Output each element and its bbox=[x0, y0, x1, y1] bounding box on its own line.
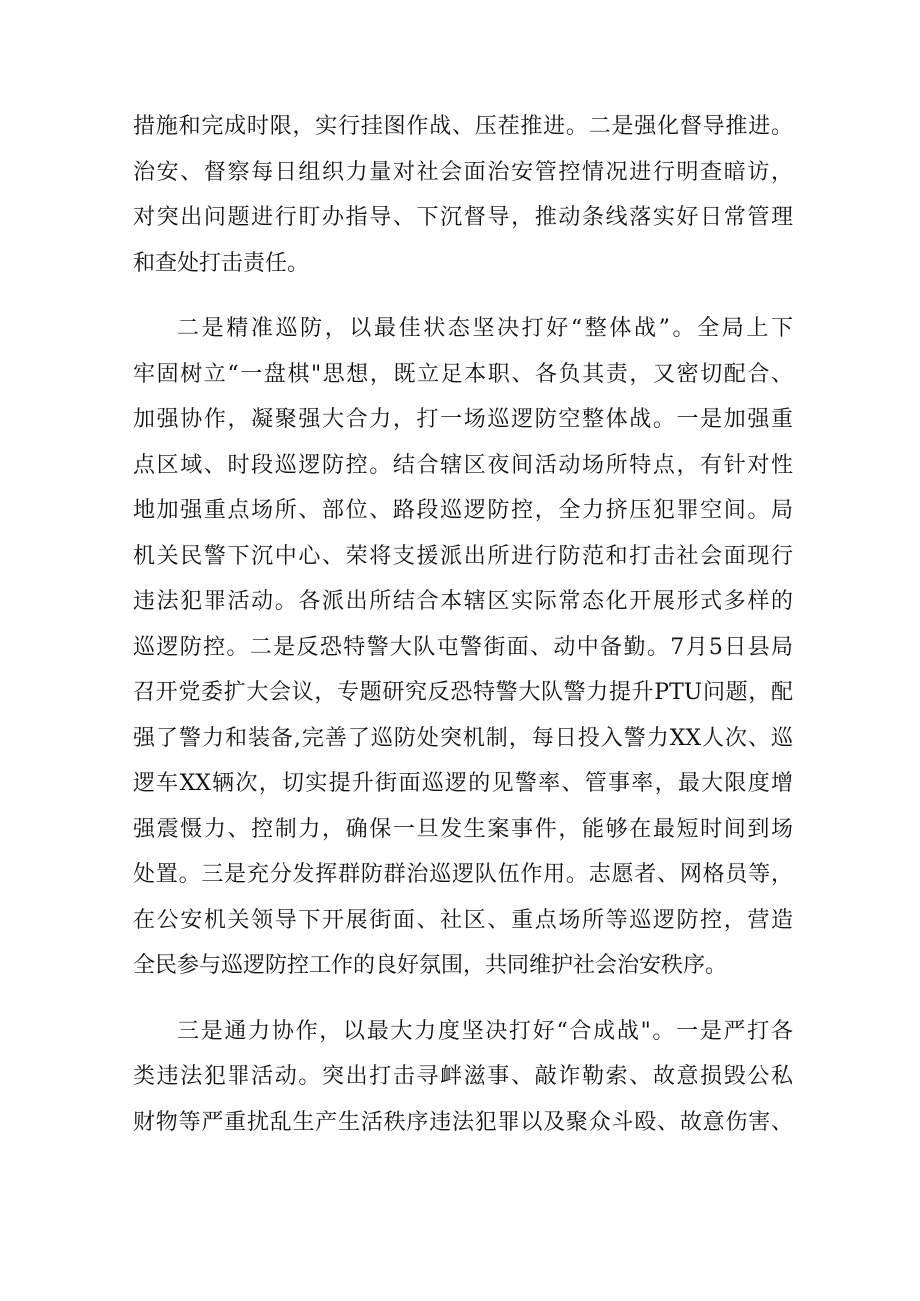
paragraph-2-line: 强震慑力、控制力，确保一旦发生案事件，能够在最短时间到场 bbox=[133, 816, 793, 842]
paragraph-2-line: 巡逻防控。二是反恐特警大队屯警街面、动中备勤。7月5日县局 bbox=[133, 634, 793, 660]
paragraph-2-line: 在公安机关领导下开展街面、社区、重点场所等巡逻防控，营造 bbox=[133, 907, 793, 933]
paragraph-gap bbox=[133, 989, 793, 1009]
paragraph-2-line: 加强协作，凝聚强大合力，打一场巡逻防空整体战。一是加强重 bbox=[133, 407, 793, 432]
paragraph-2-line: 全民参与巡逻防控工作的良好氛围，共同维护社会治安秩序。 bbox=[133, 953, 728, 978]
paragraph-gap bbox=[133, 286, 793, 306]
paragraph-2-line: 地加强重点场所、部位、路段巡逻防控，全力挤压犯罪空间。局 bbox=[133, 498, 793, 523]
paragraph-1-line: 对突出问题进行盯办指导、下沉督导，推动条线落实好日常管理 bbox=[133, 205, 793, 230]
paragraph-2-line: 处置。三是充分发挥群防群治巡逻队伍作用。志愿者、网格员等， bbox=[133, 862, 793, 887]
paragraph-1-line: 和查处打击责任。 bbox=[133, 250, 310, 276]
paragraph-2-line: 召开党委扩大会议，专题研究反恐特警大队警力提升PTU问题，配 bbox=[133, 680, 793, 705]
paragraph-3-line: 三是通力协作，以最大力度坚决打好“合成战"。一是严打各 bbox=[177, 1018, 793, 1044]
paragraph-1-line: 治安、督察每日组织力量对社会面治安管控情况进行明查暗访， bbox=[133, 159, 793, 185]
paragraph-3 bbox=[133, 1009, 793, 1146]
paragraph-2-line: 牢固树立“一盘棋"思想，既立足本职、各负其责，又密切配合、 bbox=[133, 361, 793, 387]
paragraph-1 bbox=[133, 104, 793, 286]
paragraph-2-line: 违法犯罪活动。各派出所结合本辖区实际常态化开展形式多样的 bbox=[133, 589, 793, 614]
paragraph-2 bbox=[133, 306, 793, 989]
paragraph-1-line: 措施和完成时限，实行挂图作战、压茬推进。二是强化督导推进。 bbox=[133, 114, 793, 139]
paragraph-3-line: 类违法犯罪活动。突出打击寻衅滋事、敲诈勒索、故意损毁公私 bbox=[133, 1064, 793, 1089]
paragraph-3-line: 财物等严重扰乱生产生活秩序违法犯罪以及聚众斗殴、故意伤害、 bbox=[133, 1109, 793, 1135]
paragraph-2-line: 逻车XX辆次，切实提升街面巡逻的见警率、管事率，最大限度增 bbox=[133, 771, 793, 796]
paragraph-2-line: 机关民警下沉中心、荣将支援派出所进行防范和打击社会面现行 bbox=[133, 543, 793, 569]
body-text bbox=[133, 104, 793, 1145]
paragraph-2-line: 点区域、时段巡逻防控。结合辖区夜间活动场所特点，有针对性 bbox=[133, 452, 793, 478]
paragraph-2-line: 强了警力和装备,完善了巡防处突机制，每日投入警力XX人次、巡 bbox=[133, 725, 793, 751]
paragraph-2-line: 二是精准巡防，以最佳状态坚决打好“整体战”。全局上下 bbox=[177, 316, 793, 341]
